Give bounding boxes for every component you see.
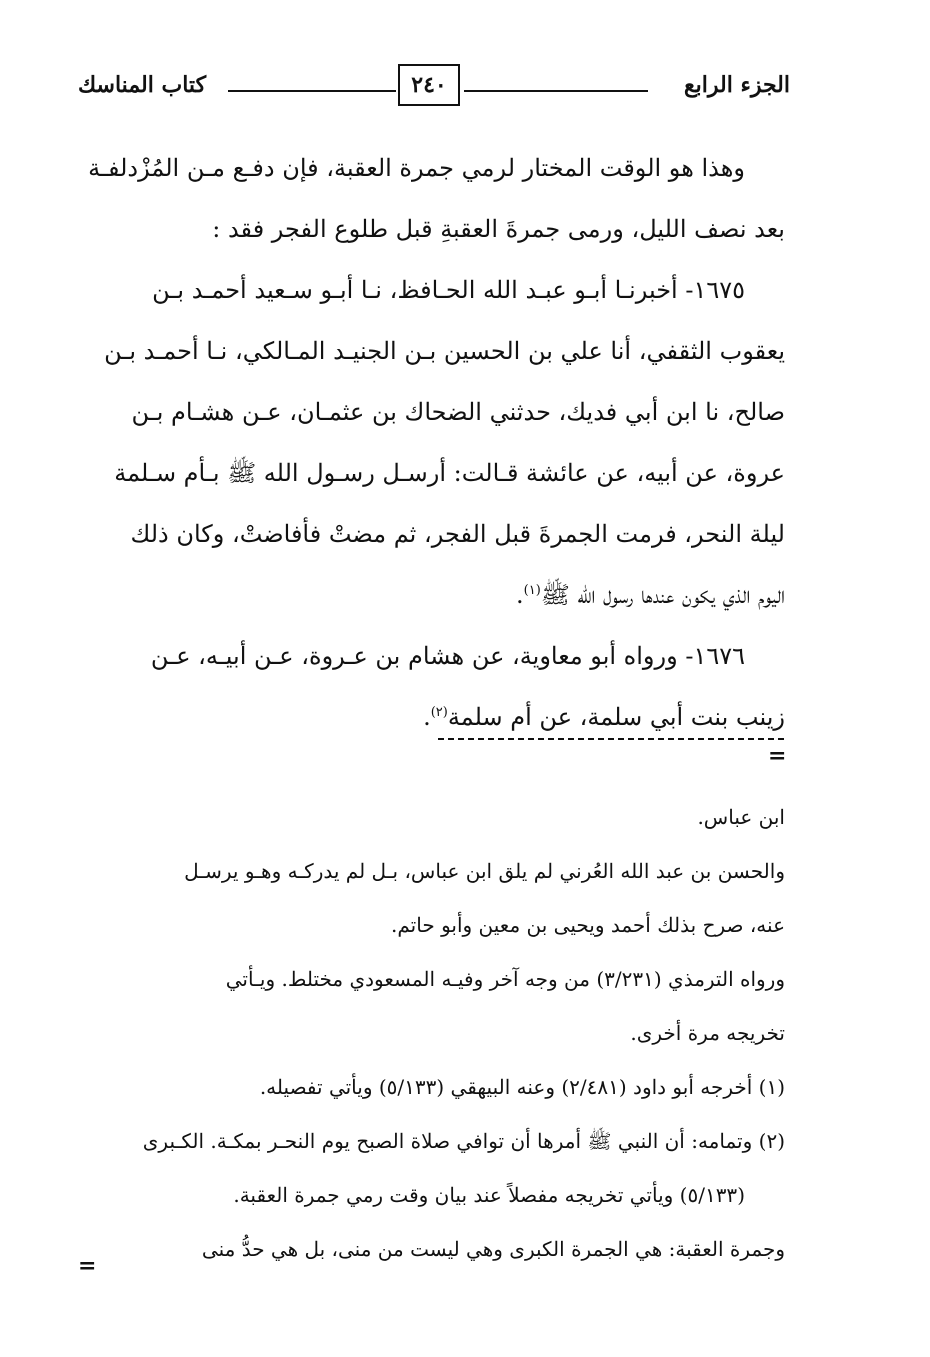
page-number: ٢٤٠ bbox=[398, 64, 460, 106]
running-header bbox=[78, 66, 790, 116]
book-title: كتاب المناسك bbox=[78, 72, 207, 98]
footnote-line: وجمرة العقبة: هي الجمرة الكبرى وهي ليست من منى، بل هي حدُّ منى bbox=[201, 1237, 785, 1261]
footnotes bbox=[77, 790, 785, 1279]
text-segment: زينب بنت أبي سلمة، عن أم سلمة bbox=[447, 703, 785, 731]
text-line: يعقوب الثقفي، أنا علي بن الحسين بـن الجنيـد المـالكي، نـا أحمـد بـن bbox=[104, 337, 785, 365]
footnote-line: ابن عباس. bbox=[697, 805, 785, 829]
end-dot: . bbox=[516, 581, 524, 609]
text-line-with-ref bbox=[77, 565, 785, 626]
text-line: بعد نصف الليل، ورمى جمرةَ العقبةِ قبل طلوع الفجر فقد : bbox=[212, 215, 785, 243]
header-rule-right bbox=[464, 90, 648, 92]
hadith-1676-line: ١٦٧٦- ورواه أبو معاوية، عن هشام بن عـروة، عـن أبيـه، عـن bbox=[150, 642, 745, 670]
footnote-2: (٢) وتمامه: أن النبي ﷺ أمرها أن توافي صلاة الصبح يوم النحـر بمكـة. الكـبرى bbox=[142, 1129, 785, 1153]
footnote-line: والحسن بن عبد الله العُرني لم يلق ابن عباس، بـل لم يدركـه وهـو يرسـل bbox=[184, 859, 785, 883]
text-line: ليلة النحر، فرمت الجمرةَ قبل الفجر، ثم مضتْ فأفاضتْ، وكان ذلك bbox=[130, 520, 785, 548]
header-rule-left bbox=[228, 90, 396, 92]
footnote-separator bbox=[438, 738, 784, 740]
end-dot: . bbox=[423, 703, 431, 731]
footnote-1: (١) أخرجه أبو داود (٢/٤٨١) وعنه البيهقي (٥/١٣٣) ويأتي تفصيله. bbox=[259, 1075, 785, 1099]
footnote-line: ورواه الترمذي (٣/٢٣١) من وجه آخر وفيـه المسعودي مختلط. ويـأتي bbox=[225, 967, 785, 991]
text-line: صالح، نا ابن أبي فديك، حدثني الضحاك بن عثمـان، عـن هشـام بـن bbox=[131, 398, 785, 426]
hadith-1675-line: ١٦٧٥- أخبرنـا أبـو عبـد الله الحـافظ، نـا أبـو سـعيد أحمـد بـن bbox=[152, 276, 745, 304]
continuation-mark-bottom: = bbox=[78, 1253, 97, 1279]
continuation-mark: = bbox=[768, 743, 787, 769]
text-segment: اليوم الذي يكون عندها رسول الله ﷺ bbox=[540, 581, 785, 609]
text-line: وهذا هو الوقت المختار لرمي جمرة العقبة، فإن دفـع مـن المُزْدلفـة bbox=[88, 154, 745, 182]
footnote-line: (٥/١٣٣) ويأتي تخريجه مفصلاً عند بيان وقت رمي جمرة العقبة. bbox=[233, 1183, 745, 1207]
volume-title: الجزء الرابع bbox=[683, 72, 790, 98]
footnote-line: تخريجه مرة أخرى. bbox=[630, 1021, 785, 1045]
footnote-ref-2: (٢) bbox=[430, 705, 448, 720]
footnote-ref-1: (١) bbox=[523, 583, 541, 598]
footnote-line: عنه، صرح بذلك أحمد ويحيى بن معين وأبو حاتم. bbox=[391, 913, 785, 937]
main-text bbox=[77, 138, 785, 748]
text-line: عروة، عن أبيه، عن عائشة قـالت: أرسـل رسـول الله ﷺ بـأم سـلمة bbox=[114, 459, 785, 487]
